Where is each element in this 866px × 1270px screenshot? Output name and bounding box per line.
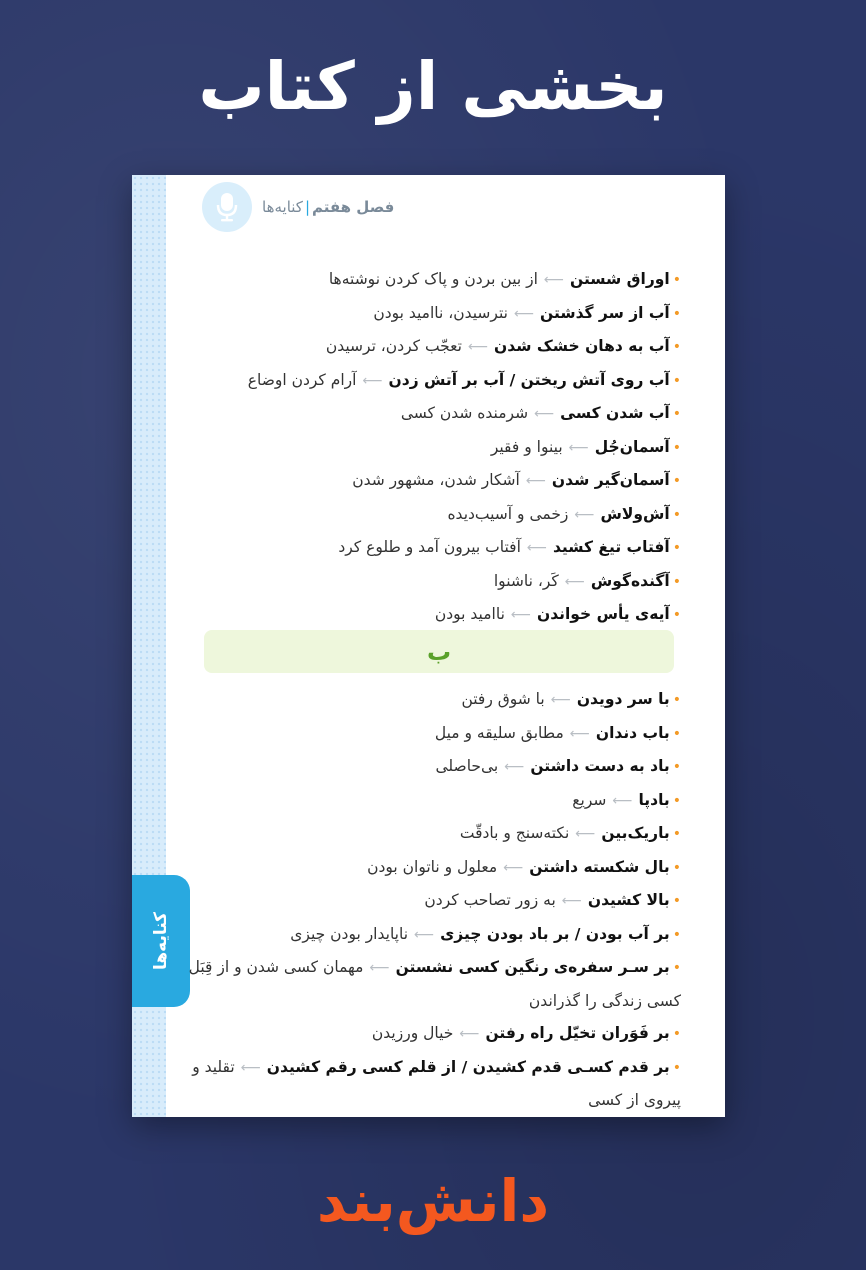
entry-term: بر سـر سفره‌ی رنگین کسی نشستن bbox=[395, 958, 670, 976]
entry-definition: به زور تصاحب کردن bbox=[424, 891, 556, 909]
entry-definition: آفتاب بیرون آمد و طلوع کرد bbox=[338, 538, 521, 556]
arrow-left-icon: ⟵ bbox=[550, 692, 571, 708]
entry-list-a bbox=[181, 263, 681, 632]
entry-row bbox=[181, 364, 681, 398]
bullet-icon: • bbox=[672, 473, 681, 489]
bullet-icon: • bbox=[672, 506, 681, 523]
entry-row bbox=[181, 851, 681, 885]
entry-term: بر فَوَران تخیّل راه رفتن bbox=[485, 1024, 670, 1042]
entry-definition: آشکار شدن، مشهور شدن bbox=[352, 471, 520, 489]
entry-definition: ناپایدار بودن چیزی bbox=[290, 924, 409, 943]
entry-definition: نترسیدن، ناامید بودن bbox=[373, 303, 508, 322]
bullet-icon: • bbox=[672, 1059, 681, 1076]
entry-row bbox=[181, 431, 681, 465]
arrow-left-icon: ⟵ bbox=[504, 759, 525, 775]
entry-definition: تقلید و پیروی از کسی bbox=[192, 1057, 681, 1109]
entry-row bbox=[181, 1017, 681, 1051]
arrow-left-icon: ⟵ bbox=[459, 1026, 480, 1042]
bullet-icon: • bbox=[672, 540, 681, 556]
entry-definition: شرمنده شدن کسی bbox=[400, 404, 529, 422]
chapter-topic: کنایه‌ها bbox=[262, 198, 303, 216]
entry-term: آش‌ولاش bbox=[600, 504, 670, 523]
entry-term: بال شکسته داشتن bbox=[529, 857, 670, 876]
bullet-icon: • bbox=[672, 893, 681, 909]
entry-term: آسمان‌گیر شدن bbox=[551, 471, 670, 489]
microphone-icon bbox=[202, 182, 252, 232]
bullet-icon: • bbox=[672, 439, 681, 456]
section-header-b bbox=[204, 630, 674, 673]
entry-row bbox=[181, 565, 681, 599]
entry-definition: از بین بردن و پاک کردن نوشته‌ها bbox=[328, 270, 538, 288]
entry-row bbox=[181, 330, 681, 364]
arrow-left-icon: ⟵ bbox=[575, 826, 596, 842]
entry-term: بر آب بودن / بر باد بودن چیزی bbox=[440, 924, 670, 943]
banner-title: بخشی از کتاب bbox=[198, 48, 668, 125]
entry-term: آب روی آتش ریختن / آب بر آتش زدن bbox=[388, 370, 670, 389]
entry-row bbox=[181, 598, 681, 632]
bullet-icon: • bbox=[672, 826, 681, 842]
entry-row bbox=[181, 951, 681, 1017]
entry-row bbox=[181, 884, 681, 918]
bullet-icon: • bbox=[672, 372, 681, 389]
arrow-left-icon: ⟵ bbox=[543, 272, 564, 288]
arrow-left-icon: ⟵ bbox=[534, 406, 555, 422]
header-separator: | bbox=[304, 198, 310, 216]
side-tab-label: کنایه‌ها bbox=[151, 911, 172, 971]
entry-term: آب به دهان خشک شدن bbox=[494, 337, 670, 355]
arrow-left-icon: ⟵ bbox=[467, 339, 489, 355]
entry-row bbox=[181, 297, 681, 331]
bullet-icon: • bbox=[672, 859, 681, 876]
brand-logo bbox=[0, 1166, 866, 1236]
arrow-left-icon: ⟵ bbox=[568, 439, 589, 456]
entry-definition: معلول و ناتوان بودن bbox=[367, 857, 498, 876]
entry-definition: ناامید بودن bbox=[434, 605, 505, 623]
entry-row bbox=[181, 918, 681, 952]
bullet-icon: • bbox=[672, 305, 681, 322]
entry-term: بادپا bbox=[638, 790, 670, 809]
entry-definition: سریع bbox=[572, 790, 607, 809]
arrow-left-icon: ⟵ bbox=[369, 960, 390, 976]
arrow-left-icon: ⟵ bbox=[561, 893, 582, 909]
bullet-icon: • bbox=[672, 406, 681, 422]
bullet-icon: • bbox=[672, 792, 681, 809]
entry-term: باب دندان bbox=[595, 723, 670, 742]
arrow-left-icon: ⟵ bbox=[569, 725, 590, 742]
arrow-left-icon: ⟵ bbox=[240, 1059, 261, 1076]
arrow-left-icon: ⟵ bbox=[362, 372, 383, 389]
entry-term: با سر دویدن bbox=[576, 690, 670, 708]
entry-definition: کَر، ناشنوا bbox=[493, 571, 559, 590]
entry-row bbox=[181, 397, 681, 431]
entry-row bbox=[181, 784, 681, 818]
entry-definition: نکته‌سنج و بادقّت bbox=[459, 824, 570, 842]
arrow-left-icon: ⟵ bbox=[526, 540, 547, 556]
entry-row bbox=[181, 717, 681, 751]
arrow-left-icon: ⟵ bbox=[525, 473, 546, 489]
entry-term: بر قدم کسـی قدم کشیدن / از قلم کسی رقم کشیدن bbox=[266, 1057, 670, 1076]
entry-definition: زخمی و آسیب‌دیده bbox=[447, 504, 569, 523]
bullet-icon: • bbox=[672, 759, 681, 775]
book-page bbox=[132, 175, 725, 1117]
entry-term: آفتاب تیغ کشید bbox=[552, 538, 670, 556]
entry-definition: بینوا و فقیر bbox=[490, 437, 563, 456]
bullet-icon: • bbox=[672, 725, 681, 742]
bullet-icon: • bbox=[672, 692, 681, 708]
entry-term: آب شدن کسی bbox=[560, 404, 670, 422]
entry-row bbox=[181, 464, 681, 498]
entry-term: بالا کشیدن bbox=[587, 891, 670, 909]
arrow-left-icon: ⟵ bbox=[612, 792, 633, 809]
entry-definition: با شوق رفتن bbox=[461, 690, 545, 708]
bullet-icon: • bbox=[672, 607, 681, 623]
entry-definition: مطابق سلیقه و میل bbox=[434, 723, 564, 742]
entry-definition: تعجّب کردن، ترسیدن bbox=[325, 337, 462, 355]
arrow-left-icon: ⟵ bbox=[510, 607, 531, 623]
chapter-heading bbox=[262, 198, 394, 216]
entry-term: باریک‌بین bbox=[601, 824, 670, 842]
entry-term: آگنده‌گوش bbox=[590, 571, 670, 590]
entry-row bbox=[181, 750, 681, 784]
entry-term: باد به دست داشتن bbox=[530, 757, 670, 775]
entry-definition: خیال ورزیدن bbox=[371, 1024, 454, 1042]
entry-term: آسمان‌جُل bbox=[594, 437, 670, 456]
entry-term: آب از سر گذشتن bbox=[540, 303, 670, 322]
entry-row bbox=[181, 498, 681, 532]
arrow-left-icon: ⟵ bbox=[513, 305, 535, 322]
bullet-icon: • bbox=[672, 339, 681, 355]
page-header bbox=[202, 181, 394, 233]
bullet-icon: • bbox=[672, 926, 681, 943]
bullet-icon: • bbox=[672, 272, 681, 288]
bullet-icon: • bbox=[672, 573, 681, 590]
chapter-title: فصل هفتم bbox=[312, 198, 395, 216]
entry-list-b bbox=[181, 683, 681, 1117]
entry-term: اوراق شستن bbox=[570, 270, 670, 288]
entry-definition: مهمان کسی شدن و از قِبَل کسی زندگی را گذراندن bbox=[188, 958, 681, 1010]
bullet-icon: • bbox=[672, 1026, 681, 1042]
entry-definition: آرام کردن اوضاع bbox=[247, 370, 357, 389]
bullet-icon: • bbox=[672, 960, 681, 976]
entry-row bbox=[181, 1051, 681, 1117]
arrow-left-icon: ⟵ bbox=[574, 506, 595, 523]
entry-row bbox=[181, 531, 681, 565]
entry-definition: بی‌حاصلی bbox=[435, 757, 499, 775]
entry-term: آیه‌ی یأس خواندن bbox=[536, 605, 670, 623]
section-letter: ب bbox=[426, 637, 452, 666]
entry-row bbox=[181, 263, 681, 297]
brand-logo-text: دانش‌بند bbox=[316, 1167, 550, 1235]
entry-row bbox=[181, 683, 681, 717]
entry-row bbox=[181, 817, 681, 851]
arrow-left-icon: ⟵ bbox=[564, 573, 585, 590]
arrow-left-icon: ⟵ bbox=[503, 859, 524, 876]
arrow-left-icon: ⟵ bbox=[414, 926, 435, 943]
